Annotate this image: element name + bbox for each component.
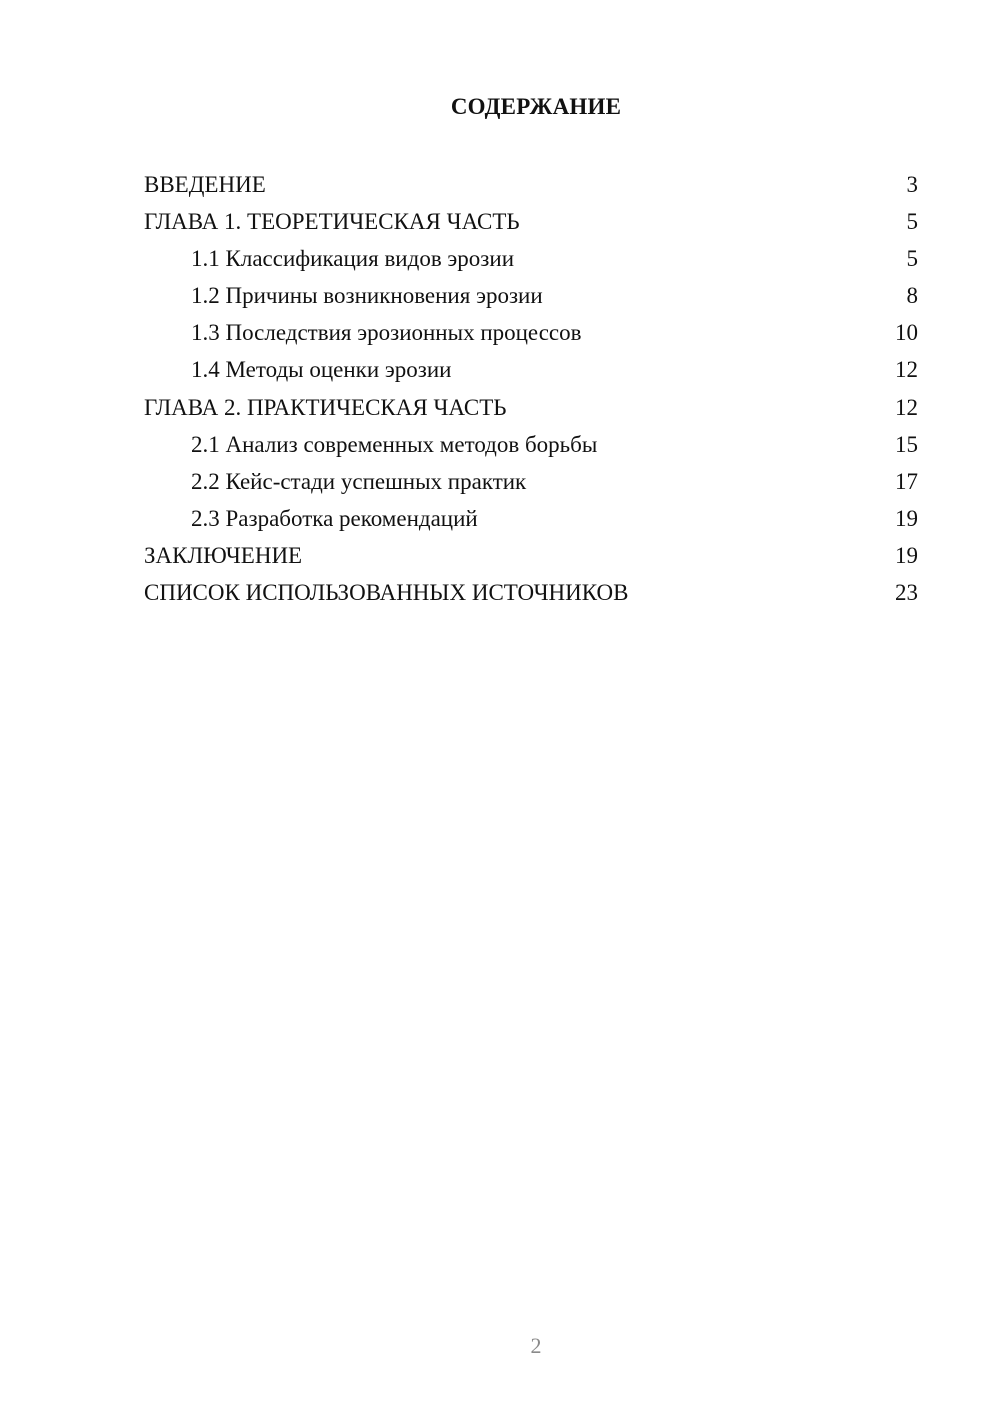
toc-entry-section-2-2[interactable] bbox=[144, 463, 918, 500]
toc-entry-page: 19 bbox=[895, 505, 918, 531]
toc-entry-page: 5 bbox=[906, 246, 918, 272]
toc-entry-introduction[interactable] bbox=[144, 166, 918, 203]
toc-entry-section-2-3[interactable] bbox=[144, 500, 918, 537]
toc-entry-page: 17 bbox=[895, 468, 918, 494]
toc-entry-chapter-2[interactable] bbox=[144, 389, 918, 426]
toc-entry-label: 1.3 Последствия эрозионных процессов bbox=[191, 320, 582, 346]
toc-entry-label: 1.4 Методы оценки эрозии bbox=[191, 357, 452, 383]
toc-entry-page: 12 bbox=[895, 357, 918, 383]
toc-entry-references[interactable] bbox=[144, 574, 918, 611]
toc-entry-page: 19 bbox=[895, 542, 918, 568]
toc-entry-page: 15 bbox=[895, 431, 918, 457]
page-number: 2 bbox=[530, 1333, 542, 1358]
toc-entry-label: 2.1 Анализ современных методов борьбы bbox=[191, 431, 598, 457]
page-title: СОДЕРЖАНИЕ bbox=[450, 94, 622, 119]
toc-entry-page: 12 bbox=[895, 394, 918, 420]
toc-entry-section-1-4[interactable] bbox=[144, 351, 918, 388]
toc-entry-section-1-1[interactable] bbox=[144, 240, 918, 277]
toc-entry-label: СПИСОК ИСПОЛЬЗОВАННЫХ ИСТОЧНИКОВ bbox=[144, 580, 629, 606]
toc-entry-label: 2.2 Кейс-стади успешных практик bbox=[191, 468, 527, 494]
toc-entry-page: 10 bbox=[895, 320, 918, 346]
toc-entry-label: 2.3 Разработка рекомендаций bbox=[191, 505, 478, 531]
toc-entry-page: 5 bbox=[906, 209, 918, 235]
toc-entry-chapter-1[interactable] bbox=[144, 203, 918, 240]
toc-entry-label: 1.2 Причины возникновения эрозии bbox=[191, 283, 543, 309]
toc-entry-page: 8 bbox=[906, 283, 918, 309]
toc-entry-label: ГЛАВА 2. ПРАКТИЧЕСКАЯ ЧАСТЬ bbox=[144, 394, 507, 420]
toc-entry-section-1-3[interactable] bbox=[144, 314, 918, 351]
toc-entry-label: ГЛАВА 1. ТЕОРЕТИЧЕСКАЯ ЧАСТЬ bbox=[144, 209, 520, 235]
toc-entry-label: ВВЕДЕНИЕ bbox=[144, 172, 266, 197]
toc-entry-page: 3 bbox=[906, 172, 918, 197]
toc-entry-page: 23 bbox=[895, 580, 918, 606]
toc-entry-section-2-1[interactable] bbox=[144, 426, 918, 463]
toc-entry-section-1-2[interactable] bbox=[144, 277, 918, 314]
table-of-contents bbox=[144, 166, 918, 611]
toc-entry-label: 1.1 Классификация видов эрозии bbox=[191, 246, 514, 272]
toc-entry-conclusion[interactable] bbox=[144, 537, 918, 574]
toc-entry-label: ЗАКЛЮЧЕНИЕ bbox=[144, 542, 303, 568]
